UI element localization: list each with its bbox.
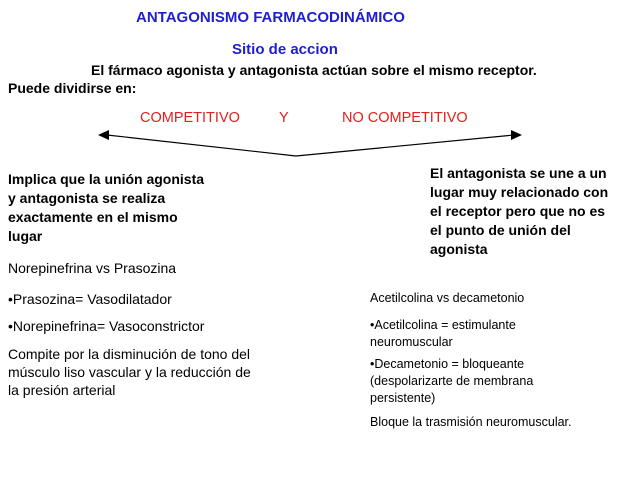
list-item: Norepinefrina vs Prasozina — [8, 260, 177, 276]
list-item: Acetilcolina vs decametonio — [370, 291, 525, 305]
left-branch-line — [107, 135, 296, 156]
noncompetitive-heading: NO COMPETITIVO — [342, 110, 468, 126]
left-arrowhead — [98, 130, 109, 140]
competitive-heading: COMPETITIVO — [140, 110, 240, 126]
list-item: Bloque la trasmisión neuromuscular. — [370, 415, 572, 429]
list-item: Compite por la disminución de tono del músculo liso vascular y la reducción de la presión arterial — [8, 346, 251, 398]
list-item: •Norepinefrina= Vasoconstrictor — [8, 318, 205, 334]
conjunction-label: Y — [279, 110, 289, 126]
noncompetitive-description: El antagonista se une a un lugar muy relacionado con el receptor pero que no es el punto de unión del agonista — [430, 165, 609, 257]
list-item: •Acetilcolina = estimulante neuromuscular — [370, 318, 516, 349]
page-title: ANTAGONISMO FARMACODINÁMICO — [136, 9, 405, 26]
competitive-description: Implica que la unión agonista y antagonista se realiza exactamente en el mismo lugar — [8, 171, 205, 244]
list-item: •Prasozina= Vasodilatador — [8, 291, 172, 307]
intro-divide: Puede dividirse en: — [8, 80, 137, 96]
intro-statement: El fármaco agonista y antagonista actúan sobre el mismo receptor. — [91, 62, 537, 78]
right-branch-line — [296, 135, 514, 156]
list-item: •Decametonio = bloqueante (despolarizarte de membrana persistente) — [370, 357, 534, 405]
page-subtitle: Sitio de accion — [232, 41, 338, 58]
right-arrowhead — [511, 130, 522, 140]
